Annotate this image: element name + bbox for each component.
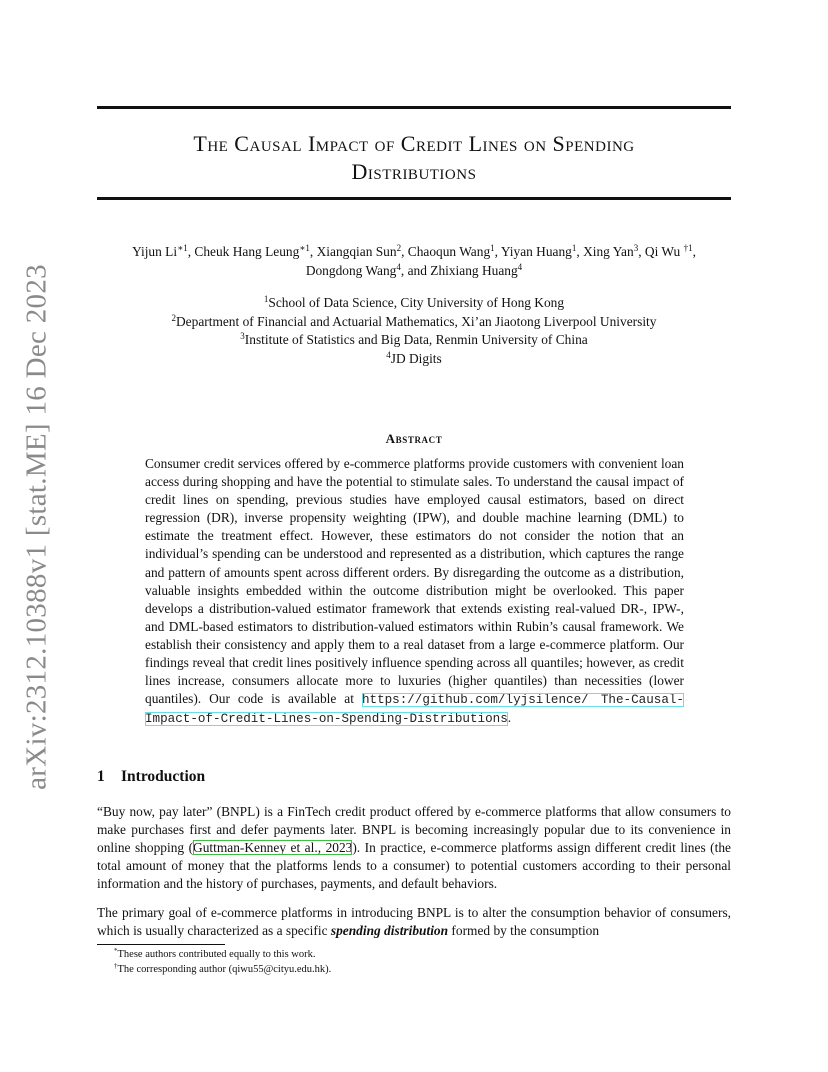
author-name: Chaoqun Wang bbox=[407, 244, 491, 259]
emphasized-term: spending distribution bbox=[330, 923, 449, 939]
arxiv-id-text: arXiv:2312.10388v1 [stat.ME] 16 Dec 2023 bbox=[20, 264, 53, 790]
abstract-text: Consumer credit services offered by e-commerce platforms provide customers with convenient loan access during shopping and have the potential to stimulate sales. To understand the causal impact of credit lines on spending, previous studies have employed causal estimators, based on direct regression (DR), inverse propensity weighting (IPW), and double machine learning (DML) to estimate the treatment effect. However, these estimators do not consider the notion that an individual’s spending can be understood and represented as a distribution, which captures the range and pattern of amounts spent across different orders. By disregarding the outcome as a distribution, valuable insights embedded within the outcome distribution might be overlooked. This paper develops a distribution-valued estimator framework that extends existing real-valued DR-, IPW-, and DML-based estimators to distribution-valued estimators within Rubin’s causal framework. We establish their consistency and apply them to a real dataset from a large e-commerce platform. Our findings reveal that credit lines positively influence spending across all quantiles; however, as credit lines increase, consumers allocate more to luxuries (higher quantiles) than necessities (lower quantiles). Our code is available at bbox=[145, 456, 684, 707]
author-name: Zhixiang Huang bbox=[430, 263, 518, 278]
affiliation-mark: 2 bbox=[171, 312, 177, 323]
abstract-body bbox=[145, 455, 684, 728]
author-affil-mark: 2 bbox=[396, 243, 402, 253]
title-top-rule bbox=[97, 106, 731, 109]
author-name: Xing Yan bbox=[583, 244, 634, 259]
author-name: Dongdong Wang bbox=[305, 263, 397, 278]
author-name: Cheuk Hang Leung bbox=[194, 244, 300, 259]
section-number: 1 bbox=[97, 768, 105, 785]
author-affil-mark: ∗1 bbox=[177, 243, 188, 253]
citation-separator[interactable]: , bbox=[317, 840, 326, 856]
footnote bbox=[114, 947, 331, 962]
affiliation bbox=[97, 313, 731, 332]
citation-link[interactable] bbox=[193, 840, 352, 855]
footnote-text: The corresponding author (qiwu55@cityu.edu.hk). bbox=[117, 964, 332, 975]
footnote-text: These authors contributed equally to this work. bbox=[117, 949, 316, 960]
footnote-mark: † bbox=[114, 962, 118, 970]
author-list: Yijun $Li^{∗1}$, Cheuk Hang Leung$^{∗1}$, Xiangqian Sun$^2$, Chaoqun Wang$^1$, Yiyan Huang$^1$, Xing Yan$^3$, Qi Wu $^{\dagger 1}$, Dongdong Wang$^4$, and Zhixiang Huang$^4$ bbox=[132, 243, 696, 278]
url-part-2[interactable]: The-Causal-Impact-of-Credit-Lines-on-Spending-Distributions bbox=[145, 693, 684, 727]
intro-paragraph-2 bbox=[97, 904, 731, 940]
footnote-rule bbox=[97, 944, 225, 945]
affiliation bbox=[97, 294, 731, 313]
author-affil-mark: ∗1 bbox=[299, 243, 310, 253]
affiliation-mark: 3 bbox=[240, 331, 245, 341]
author-and: and bbox=[407, 263, 427, 278]
intro-paragraph-1 bbox=[97, 803, 731, 893]
title-bottom-rule bbox=[97, 197, 731, 200]
p1-text-before: “Buy now, pay later” (BNPL) is a FinTech credit product offered by e-commerce platforms that allow consumers to make purchases first and defer payments later. BNPL is becoming increasingly popular due to its convenience in online shopping ( bbox=[97, 804, 731, 856]
url-part-1[interactable]: https://github.com/lyjsilence/ bbox=[361, 693, 589, 708]
paper-title bbox=[97, 130, 731, 186]
affiliation-mark: 4 bbox=[386, 349, 391, 360]
affiliation bbox=[97, 331, 731, 350]
title-line-1: The Causal Impact of Credit Lines on Spending bbox=[193, 131, 635, 156]
author-affil-mark: 3 bbox=[633, 243, 639, 253]
p2-text-after: formed by the consumption bbox=[448, 923, 600, 939]
footnote bbox=[114, 962, 331, 977]
author-affil-mark: 4 bbox=[396, 262, 401, 272]
affiliation-list bbox=[97, 294, 731, 368]
author-name: Yijun Li bbox=[132, 244, 178, 259]
affiliation-text: Institute of Statistics and Big Data, Renmin University of China bbox=[244, 332, 588, 347]
author-affil-mark: †1 bbox=[683, 243, 693, 253]
citation-author[interactable]: Guttman-Kenney et al. bbox=[193, 840, 318, 856]
footnotes bbox=[114, 947, 331, 977]
affiliation bbox=[97, 350, 731, 369]
affiliation-text: School of Data Science, City University of Hong Kong bbox=[268, 295, 565, 310]
affiliation-text: Department of Financial and Actuarial Mathematics, Xi’an Jiaotong Liverpool University bbox=[176, 313, 657, 329]
citation-year[interactable]: 2023 bbox=[325, 840, 353, 856]
section-heading bbox=[97, 768, 205, 786]
abstract-end-period: . bbox=[507, 710, 512, 726]
abstract-heading: Abstract bbox=[385, 431, 443, 446]
section-title: Introduction bbox=[121, 768, 206, 785]
author-name: Qi Wu bbox=[644, 244, 684, 259]
author-affil-mark: 4 bbox=[517, 262, 523, 272]
title-line-2: Distributions bbox=[351, 159, 477, 184]
author-name: Yiyan Huang bbox=[500, 244, 572, 259]
p2-text-before: The primary goal of e-commerce platforms in introducing BNPL is to alter the consumption behavior of consumers, which is usually characterized as a specific bbox=[97, 905, 731, 939]
affiliation-text: JD Digits bbox=[390, 350, 442, 366]
author-name: Xiangqian Sun bbox=[316, 244, 397, 259]
arxiv-identifier-stamp bbox=[17, 264, 57, 790]
p1-text-after: ). In practice, e-commerce platforms assign different credit lines (the total amount of money that the platforms lends to a consumer) to potential customers according to their personal information and the history of purchases, payments, and default behaviors. bbox=[97, 840, 731, 892]
author-affil-mark: 1 bbox=[490, 243, 495, 253]
affiliation-mark: 1 bbox=[263, 294, 269, 304]
author-affil-mark: 1 bbox=[571, 243, 577, 253]
footnote-mark: * bbox=[114, 947, 118, 955]
